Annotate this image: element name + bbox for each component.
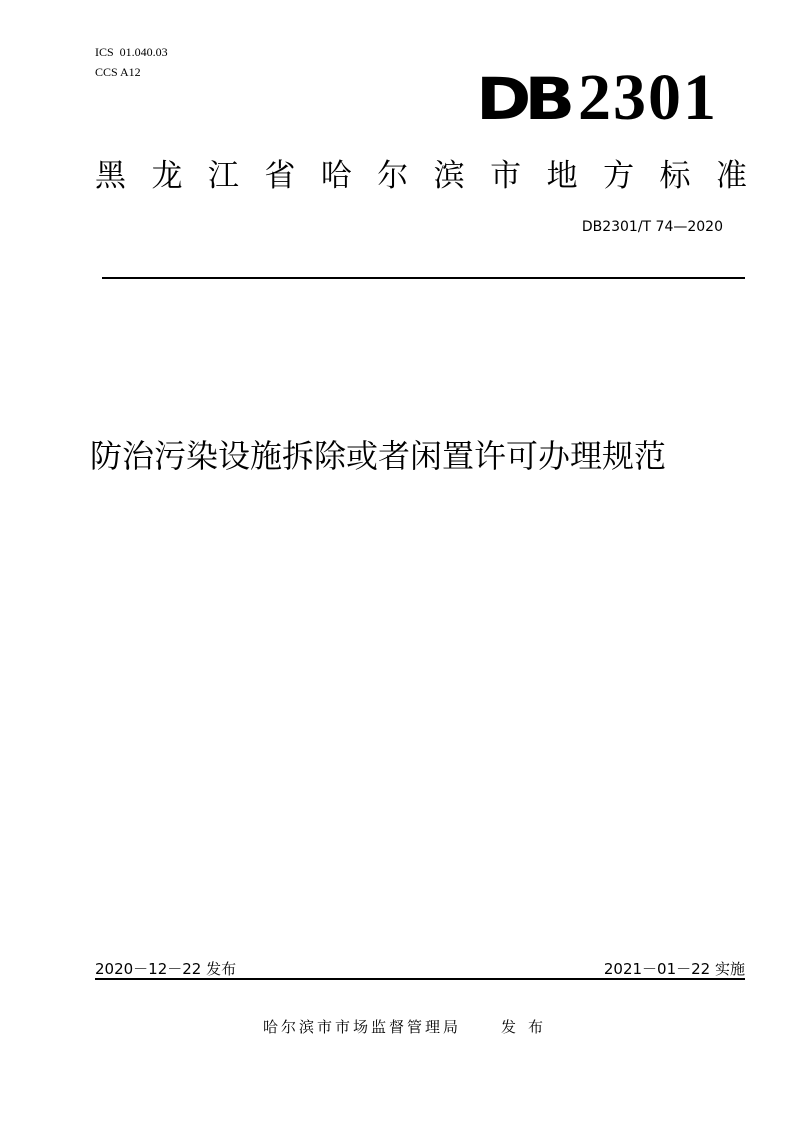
issuer-organization: 哈尔滨市市场监督管理局	[263, 1018, 462, 1036]
ics-code: ICS 01.040.03	[95, 45, 168, 59]
standard-type-title	[95, 156, 747, 196]
issuer-action: 发布	[501, 1018, 556, 1036]
dates-row	[95, 958, 745, 980]
standard-type-char: 地	[546, 158, 578, 194]
issuer-line	[263, 1016, 555, 1038]
standard-type-char: 龙	[151, 158, 183, 194]
implement-date: 2021－01－22 实施	[603, 960, 745, 978]
standard-type-char: 市	[490, 158, 522, 194]
ccs-code: CCS A12	[95, 65, 141, 79]
publish-date: 2020－12－22 发布	[95, 960, 237, 978]
standard-type-char: 黑	[95, 158, 126, 194]
standard-type-char: 方	[603, 158, 635, 194]
standard-type-char: 准	[715, 158, 747, 194]
document-title: 防治污染设施拆除或者闲置许可办理规范	[90, 437, 667, 475]
db-logo-number: 2301	[578, 61, 718, 134]
classification-codes	[95, 42, 168, 82]
db-logo	[475, 61, 718, 134]
standard-type-char: 哈	[320, 158, 352, 194]
standard-type-char: 滨	[433, 158, 465, 194]
standard-type-char: 尔	[377, 158, 409, 194]
standard-code: DB2301/T 74—2020	[581, 219, 723, 235]
standard-type-char: 省	[264, 158, 296, 194]
db-logo-mark: DB	[475, 65, 568, 133]
top-divider	[102, 277, 745, 279]
bottom-divider	[95, 978, 745, 980]
standard-type-char: 江	[207, 158, 239, 194]
standard-type-char: 标	[659, 158, 691, 194]
